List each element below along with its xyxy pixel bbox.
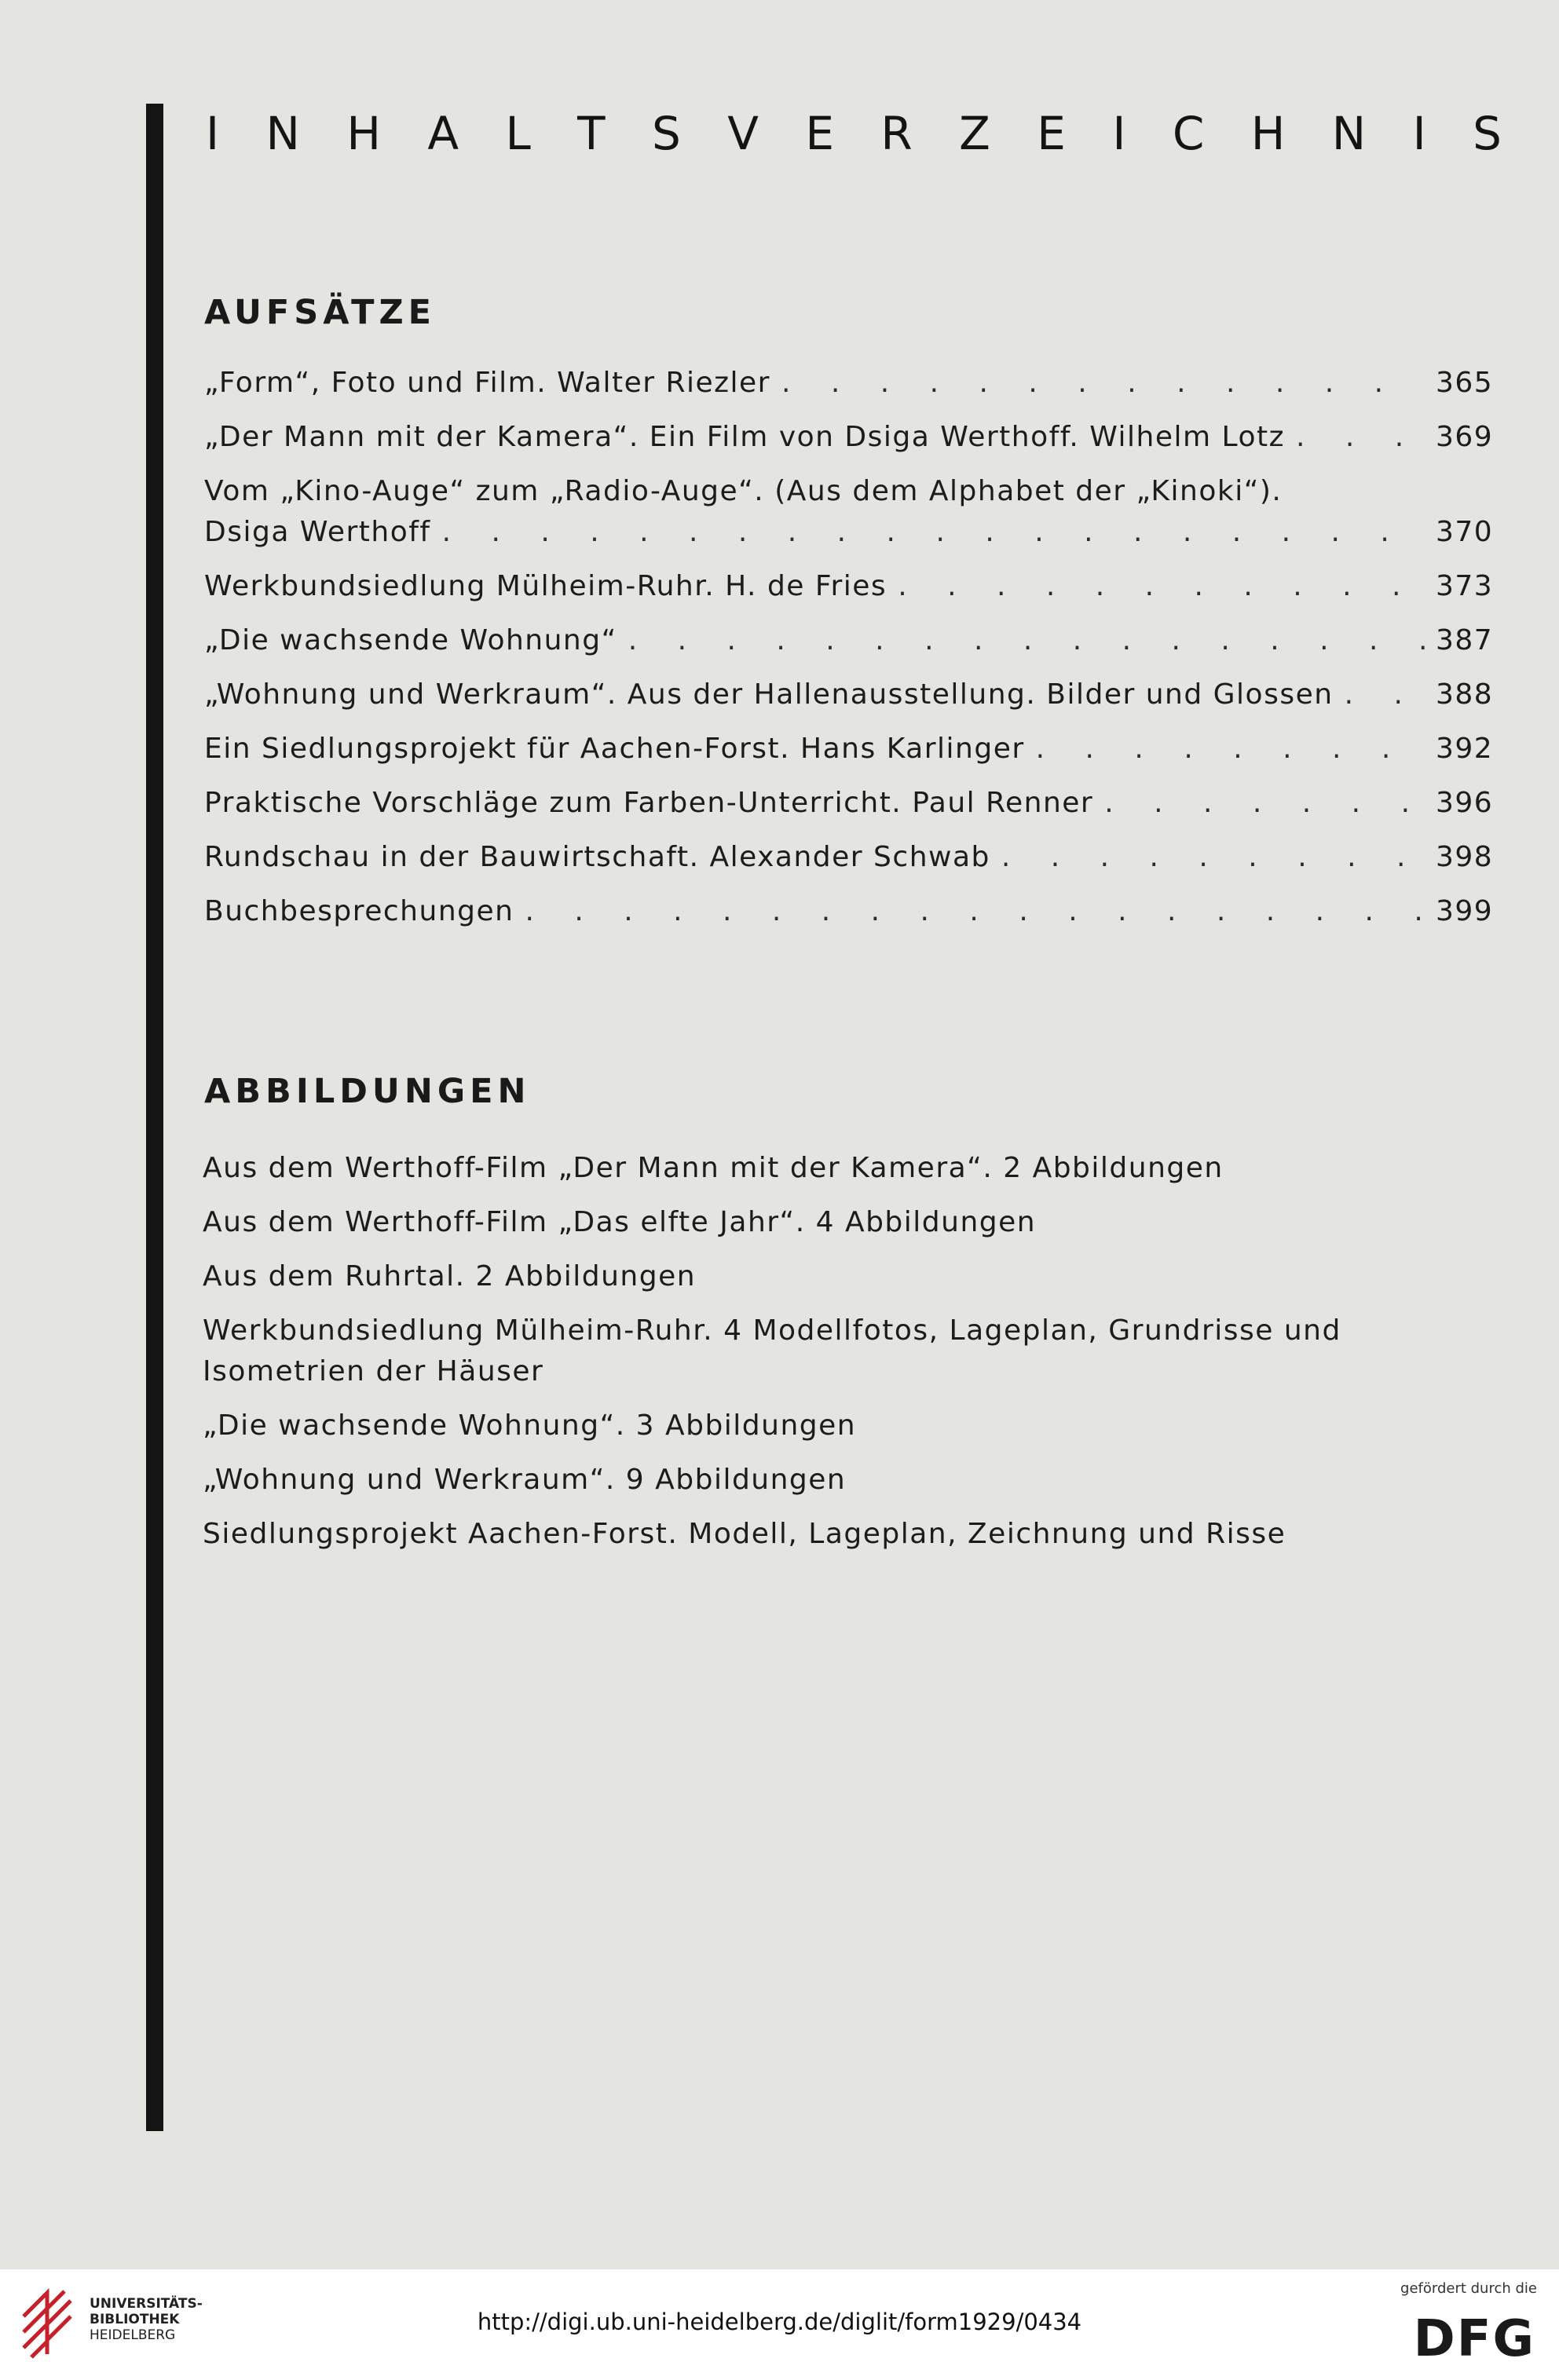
illustrations-list — [203, 1148, 1412, 1568]
toc-entry[interactable] — [204, 675, 1492, 715]
toc-entry-title: Dsiga Werthoff — [204, 516, 431, 548]
toc-page-number: 369 — [1436, 421, 1494, 453]
title-letter: H — [1250, 107, 1286, 160]
toc-page-number: 387 — [1436, 624, 1494, 656]
list-item: „Die wachsende Wohnung“. 3 Abbildungen — [203, 1409, 857, 1442]
vertical-rule — [146, 104, 163, 2131]
toc-page-number: 398 — [1436, 841, 1494, 873]
dot-leader — [1104, 783, 1425, 824]
funding-caption: gefördert durch die — [1400, 2280, 1537, 2297]
dot-leader — [781, 363, 1425, 404]
library-name-line: UNIVERSITÄTS- — [90, 2296, 203, 2312]
title-letter: H — [346, 107, 381, 160]
toc-page-number: 388 — [1436, 678, 1494, 711]
toc-entry-title: „Form“, Foto und Film. Walter Riezler — [204, 367, 770, 399]
toc-entry-title: „Die wachsende Wohnung“ — [204, 624, 617, 656]
dfg-logo: DFG — [1413, 2310, 1535, 2368]
toc-entry-title: Buchbesprechungen — [204, 895, 514, 927]
list-item: Aus dem Werthoff-Film „Der Mann mit der Kamera“. 2 Abbildungen — [203, 1152, 1224, 1184]
toc-entry[interactable] — [204, 729, 1492, 770]
list-item-continuation: Isometrien der Häuser — [203, 1355, 544, 1387]
title-letter: I — [1412, 107, 1426, 160]
toc-page-number: 370 — [1436, 516, 1494, 548]
section-heading-aufsaetze: AUFSÄTZE — [204, 293, 437, 332]
library-name-line: BIBLIOTHEK — [90, 2312, 180, 2327]
title-letter: L — [505, 107, 531, 160]
title-letter: N — [1331, 107, 1367, 160]
title-letter: E — [1037, 107, 1066, 160]
toc-entry-title: „Der Mann mit der Kamera“. Ein Film von Dsiga Werthoff. Wilhelm Lotz — [204, 421, 1285, 453]
title-letter: I — [1112, 107, 1126, 160]
toc-entry[interactable] — [204, 891, 1492, 932]
toc-entry[interactable] — [204, 837, 1492, 878]
list-item: Werkbundsiedlung Mülheim-Ruhr. 4 Modellfotos, Lageplan, Grundrisse und — [203, 1314, 1341, 1347]
toc-entry[interactable] — [204, 783, 1492, 824]
toc-entry-title-line1: Vom „Kino-Auge“ zum „Radio-Auge“. (Aus dem Alphabet der „Kinoki“). — [204, 475, 1283, 507]
toc-entry-title: „Wohnung und Werkraum“. Aus der Hallenausstellung. Bilder und Glossen — [204, 678, 1334, 711]
dot-leader — [1036, 729, 1425, 770]
title-letter: E — [805, 107, 834, 160]
list-item: „Wohnung und Werkraum“. 9 Abbildungen — [203, 1464, 847, 1496]
dot-leader — [628, 620, 1425, 661]
library-name-line: HEIDELBERG — [90, 2327, 176, 2343]
list-item: Aus dem Ruhrtal. 2 Abbildungen — [203, 1260, 697, 1292]
title-letter: S — [652, 107, 681, 160]
title-letter: Z — [959, 107, 990, 160]
toc-page-number: 399 — [1436, 895, 1494, 927]
title-letter: S — [1473, 107, 1502, 160]
dot-leader — [1001, 837, 1425, 878]
toc-entry-title: Praktische Vorschläge zum Farben-Unterricht. Paul Renner — [204, 787, 1094, 819]
toc-page-number: 396 — [1436, 787, 1494, 819]
footer-bar — [0, 2269, 1559, 2380]
toc-entry-title: Ein Siedlungsprojekt für Aachen-Forst. Hans Karlinger — [204, 733, 1025, 765]
toc-entry[interactable] — [204, 620, 1492, 661]
toc-entry-title: Rundschau in der Bauwirtschaft. Alexander Schwab — [204, 841, 990, 873]
section-heading-abbildungen: ABBILDUNGEN — [204, 1072, 531, 1111]
list-item: Siedlungsprojekt Aachen-Forst. Modell, Lageplan, Zeichnung und Risse — [203, 1518, 1286, 1550]
toc-entry[interactable] — [204, 471, 1492, 553]
title-letter: N — [265, 107, 300, 160]
toc-entry[interactable] — [204, 566, 1492, 607]
dot-leader — [898, 566, 1425, 607]
toc-entry[interactable] — [204, 363, 1492, 404]
permalink-url[interactable]: http://digi.ub.uni-heidelberg.de/diglit/form1929/0434 — [477, 2309, 1082, 2335]
title-letter: R — [880, 107, 913, 160]
title-letter: C — [1172, 107, 1205, 160]
list-item: Aus dem Werthoff-Film „Das elfte Jahr“. 4 Abbildungen — [203, 1206, 1037, 1238]
toc-entry-title: Werkbundsiedlung Mülheim-Ruhr. H. de Fries — [204, 570, 887, 602]
toc-page-number: 373 — [1436, 570, 1494, 602]
dot-leader — [1345, 675, 1425, 715]
title-letter: V — [727, 107, 759, 160]
toc-page-number: 365 — [1436, 367, 1494, 399]
title-letter: A — [427, 107, 459, 160]
dot-leader — [442, 512, 1425, 553]
dot-leader — [1296, 417, 1425, 458]
toc-page-number: 392 — [1436, 733, 1494, 765]
title-letter: T — [577, 107, 606, 160]
dot-leader — [525, 891, 1425, 932]
title-letter: I — [206, 107, 220, 160]
table-of-contents — [204, 363, 1492, 945]
toc-entry[interactable] — [204, 417, 1492, 458]
page-title — [206, 101, 1502, 166]
